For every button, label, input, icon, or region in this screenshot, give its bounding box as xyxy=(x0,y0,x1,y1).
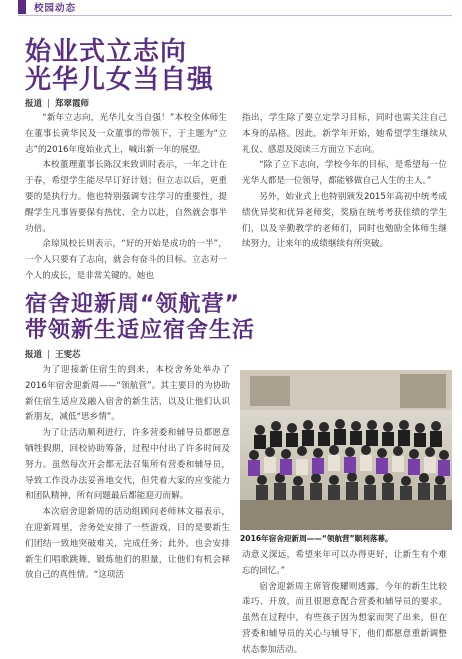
article1-title xyxy=(25,38,445,94)
header-divider xyxy=(18,15,452,16)
article2-column1 xyxy=(25,363,230,584)
byline-tag: 报道 xyxy=(25,350,43,360)
paragraph: 指出，学生除了要立定学习目标，同时也需关注自己本身的品格。因此，新学年开始，她希望学生继续从礼仪、感恩及阅读三方面立下志向。 xyxy=(242,113,447,155)
paragraph: “除了立下志向，学校今年的目标，是希望每一位光华人都是一位领导，都能够做自己人生的主人。” xyxy=(242,160,447,187)
paragraph: 宿舍迎新周主席管俊耀则透露，今年的新生比较乖巧、开放，而且很愿意配合营委和辅导员的要求。虽然在过程中，有些孩子因为想家而哭了出来，但在营委和辅导员的关心与辅导下，他们都愿意重新调整状态参加活动。 xyxy=(242,581,447,655)
group-photo-image xyxy=(240,370,452,530)
byline-author: 王雯芯 xyxy=(55,350,81,360)
paragraph: 为了让活动顺利进行，许多营委和辅导员都愿意牺牲假期，回校协助筹备，过程中付出了许多时间及努力。虽然每次开会都无法召集所有营委和辅导员，导致工作没办法妥善地交代，但凭着大家的应变能力和团队精神，所有问题最后都能迎刃而解。 xyxy=(25,428,230,502)
paragraph: “新年立志向，光华儿女当自强！”本校全体师生在董事长黄华民及一众董事的带领下，于主题为“立志”的2016年度始业式上，喊出新一年的展望。 xyxy=(25,113,227,155)
article2-title xyxy=(25,292,445,344)
article1-byline xyxy=(25,97,89,109)
paragraph: 本校董理董事长陈汉来致训时表示，一年之计在于春，希望学生能尽早订好计划；但立志以后，更重要的是执行力。他也特别强调专注学习的重要性，提醒学生凡事皆要保有热忱、全力以赴，自然就会事半功倍。 xyxy=(25,160,227,234)
photo-caption: 2016年宿舍迎新周——“领航营”顺利落幕。 xyxy=(240,534,393,543)
byline-separator xyxy=(48,99,49,108)
paragraph: 为了迎接新住宿生的到来，本校舍务处举办了2016年宿舍迎新周——“领航营”。其主要目的为协助新住宿生适应及融入宿舍的新生活，以及让他们认识新朋友，减低“思乡情”。 xyxy=(25,365,230,423)
section-label: 校园动态 xyxy=(34,3,77,14)
article2-byline xyxy=(25,348,81,360)
article1-column1 xyxy=(25,111,227,285)
article2-title-line1: 宿舍迎新周“领航营” xyxy=(25,292,240,317)
byline-author: 郑翠霞师 xyxy=(55,99,90,109)
paragraph: 本次宿舍迎新周的活动组顾问老师林文福表示，在迎新周里，舍务处安排了一些游戏，目的是要新生们团结一致地突破难关，完成任务；此外，也会安排新生们唱歌跳舞，锻炼他们的胆量，让他们有机会释放自己的真性情。“这项活 xyxy=(25,507,230,581)
article2-title-line2: 带领新生适应宿舍生活 xyxy=(25,318,256,343)
section-header xyxy=(0,0,462,14)
article1-column2 xyxy=(242,111,447,253)
byline-tag: 报道 xyxy=(25,99,43,109)
article1-title-line1: 始业式立志向 xyxy=(25,37,188,67)
article2-column2 xyxy=(242,548,447,659)
paragraph: 另外，始业式上也特别颁发2015年高初中统考成绩优异奖和优异老师奖，奖励在统考考获佳绩的学生们，以及辛勤教学的老师们，同时也勉励全体师生继续努力，让来年的成绩继续有所突破。 xyxy=(242,191,447,250)
section-accent-bar xyxy=(18,0,26,14)
paragraph: 动意义深远，希望来年可以办得更好，让新生有个难忘的回忆。” xyxy=(242,550,447,576)
byline-separator xyxy=(48,350,49,359)
article1-title-line2: 光华儿女当自强 xyxy=(25,65,215,95)
group-photo xyxy=(240,370,452,530)
paragraph: 余琼凤校长则表示，“好的开始是成功的一半”，一个人只要有了志向，就会有奋斗的目标。立志对一个人的成长，是非常关键的。她也 xyxy=(25,239,227,281)
